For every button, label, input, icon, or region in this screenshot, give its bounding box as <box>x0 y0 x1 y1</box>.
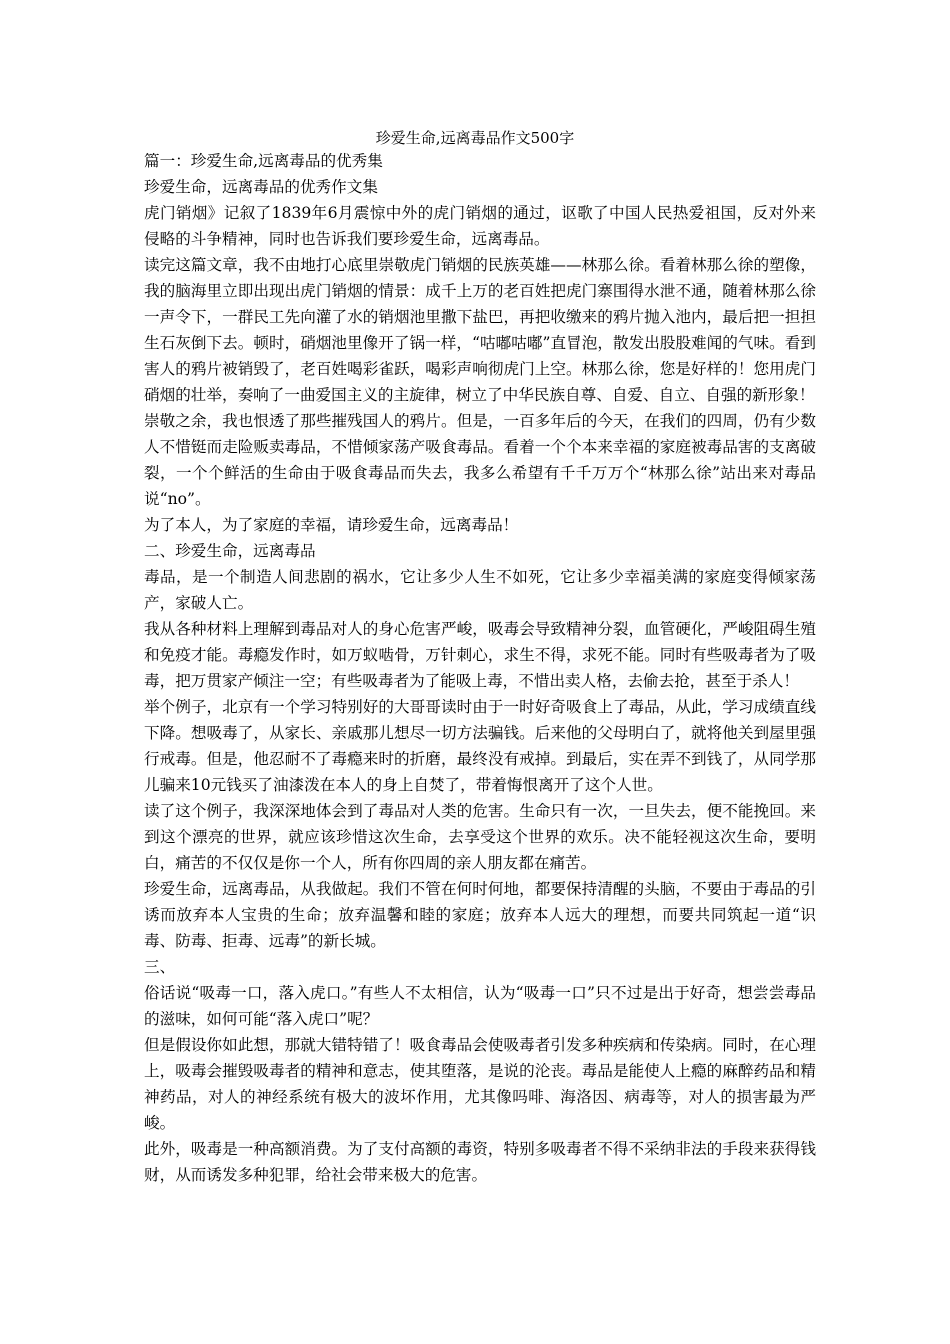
paragraph: 读了这个例子，我深深地体会到了毒品对人类的危害。生命只有一次，一旦失去，便不能挽回。来到这个漂亮的世界，就应该珍惜这次生命，去享受这个世界的欢乐。决不能轻视这次生命，要明白，痛苦的不仅仅是你一个人，所有你四周的亲人朋友都在痛苦。 <box>144 802 816 872</box>
document-body <box>144 148 816 1188</box>
paragraph-section-heading-3: 三、 <box>144 958 176 976</box>
paragraph: 为了本人，为了家庭的幸福，请珍爱生命，远离毒品！ <box>144 516 519 534</box>
paragraph-subtitle: 珍爱生命，远离毒品的优秀作文集 <box>144 178 378 196</box>
paragraph: 此外，吸毒是一种高额消费。为了支付高额的毒资，特别多吸毒者不得不采纳非法的手段来获得钱财，从而诱发多种犯罪，给社会带来极大的危害。 <box>144 1140 816 1184</box>
paragraph-section-heading-2: 二、珍爱生命，远离毒品 <box>144 542 316 560</box>
paragraph: 珍爱生命，远离毒品，从我做起。我们不管在何时何地，都要保持清醒的头脑，不要由于毒品的引诱而放弃本人宝贵的生命；放弃温馨和睦的家庭；放弃本人远大的理想，而要共同筑起一道“识毒、防毒、拒毒、远毒”的新长城。 <box>144 880 816 950</box>
paragraph: 读完这篇文章，我不由地打心底里崇敬虎门销烟的民族英雄——林那么徐。看着林那么徐的塑像，我的脑海里立即出现出虎门销烟的情景：成千上万的老百姓把虎门寨围得水泄不通，随着林那么徐一声令下，一群民工先向灌了水的销烟池里撒下盐巴，再把收缴来的鸦片抛入池内，最后把一担担生石灰倒下去。顿时，硝烟池里像开了锅一样，“咕嘟咕嘟”直冒泡，散发出股股难闻的气味。看到害人的鸦片被销毁了，老百姓喝彩雀跃，喝彩声响彻虎门上空。林那么徐，您是好样的！您用虎门硝烟的壮举，奏响了一曲爱国主义的主旋律，树立了中华民族自尊、自爱、自立、自强的新形象！ <box>144 256 816 404</box>
paragraph: 俗话说“吸毒一口，落入虎口。”有些人不太相信，认为“吸毒一口”只不过是出于好奇，想尝尝毒品的滋味，如何可能“落入虎口”呢？ <box>144 984 816 1028</box>
paragraph-section-heading-1: 篇一：珍爱生命,远离毒品的优秀集 <box>144 152 383 170</box>
paragraph: 但是假设你如此想，那就大错特错了！吸食毒品会使吸毒者引发多种疾病和传染病。同时，在心理上，吸毒会摧毁吸毒者的精神和意志，使其堕落，是说的沦丧。毒品是能使人上瘾的麻醉药品和精神药品，对人的神经系统有极大的波坏作用，尤其像吗啡、海洛因、病毒等，对人的损害最为严峻。 <box>144 1036 816 1132</box>
paragraph: 我从各种材料上理解到毒品对人的身心危害严峻，吸毒会导致精神分裂，血管硬化，严峻阻碍生殖和免疫才能。毒瘾发作时，如万蚁啮骨，万针刺心，求生不得，求死不能。同时有些吸毒者为了吸毒，把万贯家产倾注一空；有些吸毒者为了能吸上毒，不惜出卖人格，去偷去抢，甚至于杀人！ <box>144 620 816 690</box>
paragraph: 虎门销烟》记叙了1839年6月震惊中外的虎门销烟的通过，讴歌了中国人民热爱祖国，反对外来侵略的斗争精神，同时也告诉我们要珍爱生命，远离毒品。 <box>144 204 816 248</box>
document-title: 珍爱生命,远离毒品作文500字 <box>375 129 575 147</box>
paragraph: 崇敬之余，我也恨透了那些摧残国人的鸦片。但是，一百多年后的今天，在我们的四周，仍有少数人不惜铤而走险贩卖毒品，不惜倾家荡产吸食毒品。看着一个个本来幸福的家庭被毒品害的支离破裂，一个个鲜活的生命由于吸食毒品而失去，我多么希望有千千万万个“林那么徐”站出来对毒品说“no”。 <box>144 412 816 508</box>
paragraph: 举个例子，北京有一个学习特别好的大哥哥读时由于一时好奇吸食上了毒品，从此，学习成绩直线下降。想吸毒了，从家长、亲戚那儿想尽一切方法骗钱。后来他的父母明白了，就将他关到屋里强行戒毒。但是，他忍耐不了毒瘾来时的折磨，最终没有戒掉。到最后，实在弄不到钱了，从同学那儿骗来10元钱买了油漆泼在本人的身上自焚了，带着悔恨离开了这个人世。 <box>144 698 816 794</box>
paragraph: 毒品，是一个制造人间悲剧的祸水，它让多少人生不如死，它让多少幸福美满的家庭变得倾家荡产，家破人亡。 <box>144 568 816 612</box>
